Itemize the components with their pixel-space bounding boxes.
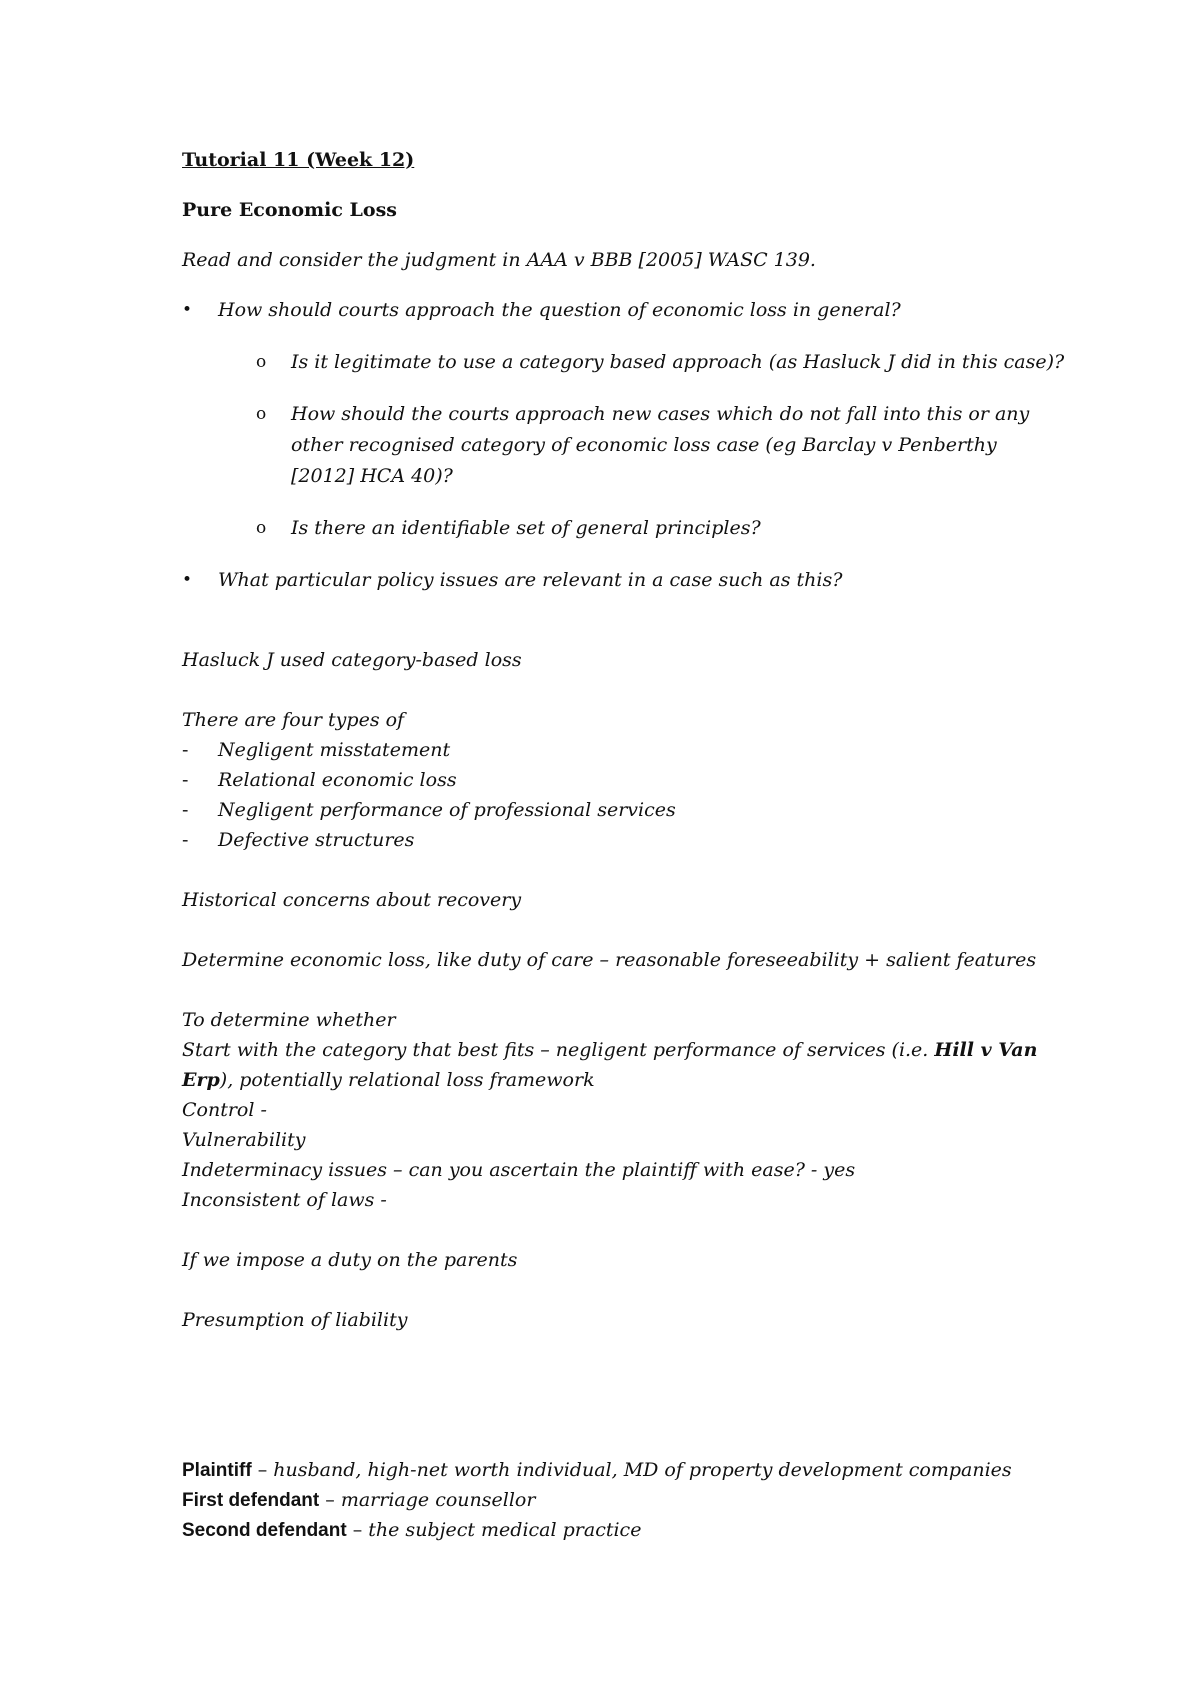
party-separator: – bbox=[346, 1519, 369, 1541]
party-description: marriage counsellor bbox=[340, 1489, 536, 1511]
note-vulnerability: Vulnerability bbox=[182, 1129, 306, 1151]
note-hasluck: Hasluck J used category-based loss bbox=[182, 649, 522, 671]
dash-icon: - bbox=[182, 829, 189, 851]
party-description: the subject medical practice bbox=[368, 1519, 642, 1541]
party-label: First defendant bbox=[182, 1490, 320, 1511]
question-2: What particular policy issues are relevant in a case such as this? bbox=[218, 569, 843, 591]
intro-text: Read and consider the judgment in AAA v BBB [2005] WASC 139. bbox=[182, 249, 816, 271]
note-start-text: ), potentially relational loss framework bbox=[219, 1069, 595, 1091]
note-determine: Determine economic loss, like duty of care – reasonable foreseeability + salient features bbox=[182, 949, 1037, 971]
note-start-with bbox=[182, 1035, 1037, 1065]
list-item: Negligent misstatement bbox=[218, 739, 451, 761]
sub-bullet-icon: o bbox=[256, 352, 267, 372]
party-description: husband, high-net worth individual, MD of property development companies bbox=[273, 1459, 1012, 1481]
party-label: Plaintiff bbox=[182, 1460, 252, 1481]
bullet-icon: • bbox=[182, 300, 193, 320]
note-start-with-cont bbox=[182, 1065, 595, 1095]
sub-question-1: Is it legitimate to use a category based approach (as Hasluck J did in this case)? bbox=[291, 351, 1065, 373]
list-item: Relational economic loss bbox=[218, 769, 457, 791]
sub-question-2-line-3: [2012] HCA 40)? bbox=[291, 465, 453, 487]
note-presumption: Presumption of liability bbox=[182, 1309, 408, 1331]
dash-icon: - bbox=[182, 799, 189, 821]
sub-question-2-line-1: How should the courts approach new cases which do not fall into this or any bbox=[291, 403, 1030, 425]
party-second-defendant bbox=[182, 1515, 641, 1546]
note-control: Control - bbox=[182, 1099, 267, 1121]
case-name: Hill v Van bbox=[934, 1039, 1038, 1061]
note-inconsistent: Inconsistent of laws - bbox=[182, 1189, 387, 1211]
party-first-defendant bbox=[182, 1485, 535, 1516]
note-start-text: Start with the category that best fits – negligent performance of services (i.e. bbox=[182, 1039, 935, 1061]
dash-icon: - bbox=[182, 739, 189, 761]
note-four-types: There are four types of bbox=[182, 709, 405, 731]
party-separator: – bbox=[251, 1459, 274, 1481]
bullet-icon: • bbox=[182, 570, 193, 590]
question-1: How should courts approach the question of economic loss in general? bbox=[218, 299, 901, 321]
dash-icon: - bbox=[182, 769, 189, 791]
sub-bullet-icon: o bbox=[256, 518, 267, 538]
party-separator: – bbox=[319, 1489, 341, 1511]
sub-question-2-line-2: other recognised category of economic loss case (eg Barclay v Penberthy bbox=[291, 434, 997, 456]
party-plaintiff bbox=[182, 1455, 1012, 1486]
list-item: Defective structures bbox=[218, 829, 415, 851]
list-item: Negligent performance of professional services bbox=[218, 799, 676, 821]
case-name: Erp bbox=[182, 1069, 220, 1091]
note-indeterminacy: Indeterminacy issues – can you ascertain the plaintiff with ease? - yes bbox=[182, 1159, 856, 1181]
sub-question-3: Is there an identifiable set of general principles? bbox=[291, 517, 761, 539]
party-label: Second defendant bbox=[182, 1520, 347, 1541]
note-to-determine: To determine whether bbox=[182, 1009, 396, 1031]
section-title: Pure Economic Loss bbox=[182, 199, 397, 221]
note-impose: If we impose a duty on the parents bbox=[182, 1249, 518, 1271]
sub-bullet-icon: o bbox=[256, 404, 267, 424]
tutorial-title: Tutorial 11 (Week 12) bbox=[182, 149, 415, 171]
note-historical: Historical concerns about recovery bbox=[182, 889, 522, 911]
